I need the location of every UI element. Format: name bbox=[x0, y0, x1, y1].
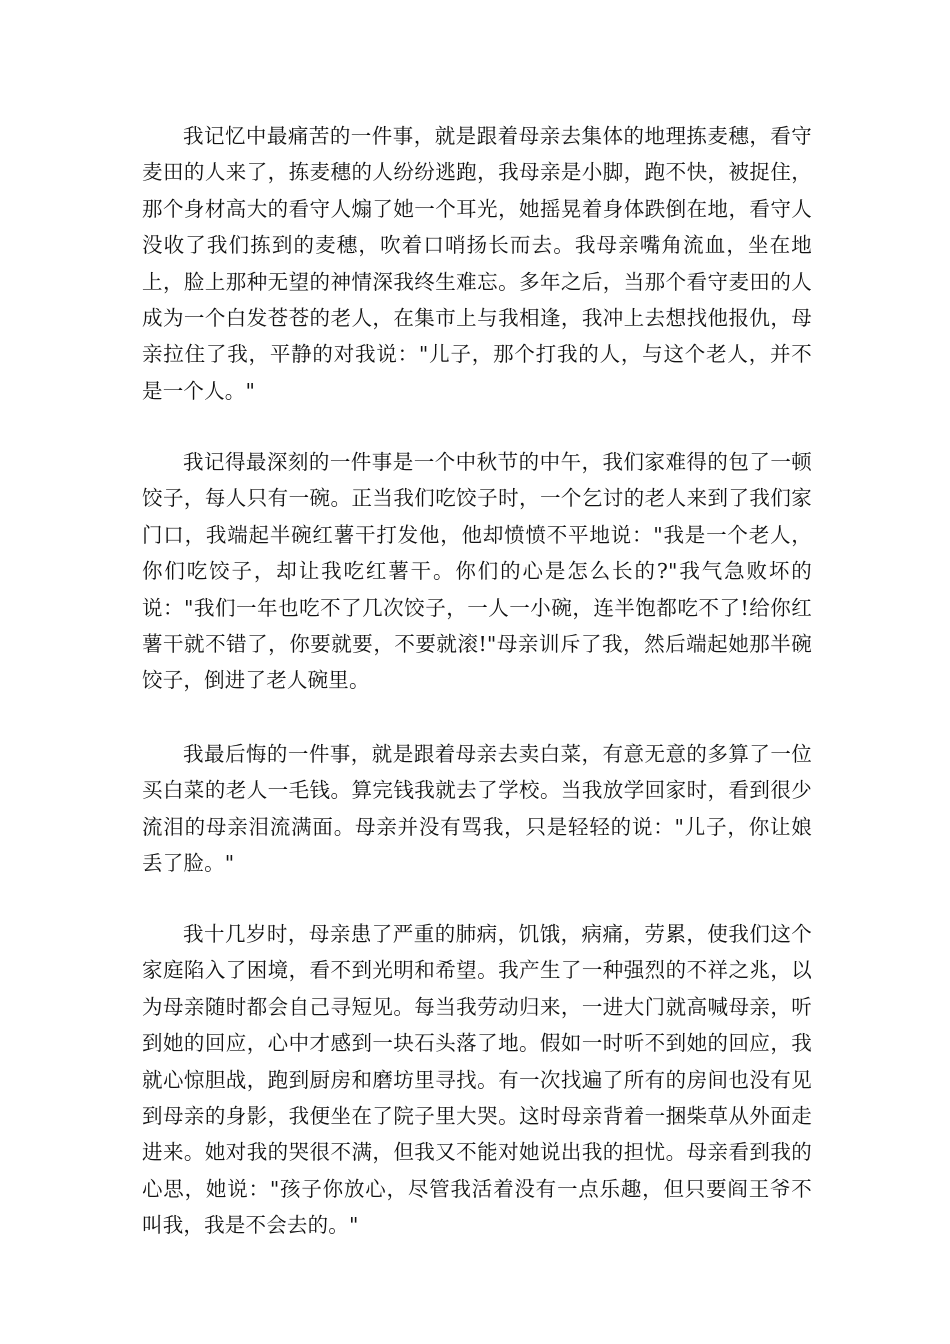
paragraph-mother-illness: 我十几岁时，母亲患了严重的肺病，饥饿，病痛，劳累，使我们这个家庭陷入了困境，看不到光明和希望。我产生了一种强烈的不祥之兆，以为母亲随时都会自己寻短见。每当我劳动归来，一进大门就高喊母亲，听到她的回应，心中才感到一块石头落了地。假如一时听不到她的回应，我就心惊胆战，跑到厨房和磨坊里寻找。有一次找遍了所有的房间也没有见到母亲的身影，我便坐在了院子里大哭。这时母亲背着一捆柴草从外面走进来。她对我的哭很不满，但我又不能对她说出我的担忧。母亲看到我的心思，她说："孩子你放心，尽管我活着没有一点乐趣，但只要阎王爷不叫我，我是不会去的。" bbox=[142, 922, 812, 1238]
paragraph-mid-autumn-dumplings: 我记得最深刻的一件事是一个中秋节的中午，我们家难得的包了一顿饺子，每人只有一碗。正当我们吃饺子时，一个乞讨的老人来到了我们家门口，我端起半碗红薯干打发他，他却愤愤不平地说："我是一个老人，你们吃饺子，却让我吃红薯干。你们的心是怎么长的?"我气急败坏的说："我们一年也吃不了几次饺子，一人一小碗，连半饱都吃不了!给你红薯干就不错了，你要就要，不要就滚!"母亲训斥了我，然后端起她那半碗饺子，倒进了老人碗里。 bbox=[142, 450, 812, 693]
paragraph-selling-cabbage: 我最后悔的一件事，就是跟着母亲去卖白菜，有意无意的多算了一位买白菜的老人一毛钱。算完钱我就去了学校。当我放学回家时，看到很少流泪的母亲泪流满面。母亲并没有骂我，只是轻轻的说："儿子，你让娘丢了脸。" bbox=[142, 742, 812, 876]
paragraph-wheat-gleaning-memory: 我记忆中最痛苦的一件事，就是跟着母亲去集体的地理拣麦穗，看守麦田的人来了，拣麦穗的人纷纷逃跑，我母亲是小脚，跑不快，被捉住，那个身材高大的看守人煽了她一个耳光，她摇晃着身体跌倒在地，看守人没收了我们拣到的麦穗，吹着口哨扬长而去。我母亲嘴角流血，坐在地上，脸上那种无望的神情深我终生难忘。多年之后，当那个看守麦田的人成为一个白发苍苍的老人，在集市上与我相逢，我冲上去想找他报仇，母亲拉住了我，平静的对我说："儿子，那个打我的人，与这个老人，并不是一个人。" bbox=[142, 124, 812, 403]
